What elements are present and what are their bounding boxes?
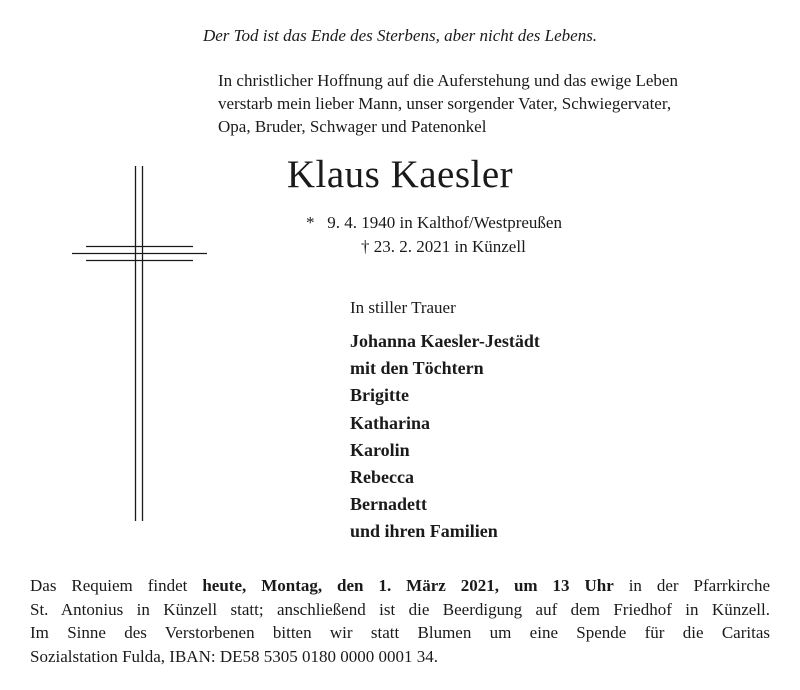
mourner: mit den Töchtern: [350, 358, 484, 379]
mourner: Katharina: [350, 412, 431, 433]
funeral-line: Sozialstation Fulda, IBAN: DE58 5305 0180 0000 0001 34.: [30, 646, 438, 666]
mourning-heading: In stiller Trauer: [350, 298, 456, 317]
deceased-name: Klaus Kaesler: [286, 153, 514, 196]
funeral-text: Das Requiem findet: [30, 576, 203, 595]
funeral-line: St. Antonius in Künzell statt; anschließend ist die Beerdigung auf dem Friedhof in Künzell.: [30, 599, 770, 619]
funeral-notice: [30, 574, 770, 668]
mourner: Rebecca: [350, 467, 414, 488]
funeral-line: [30, 574, 770, 598]
death-date: † 23. 2. 2021 in Künzell: [361, 237, 526, 256]
life-dates: [306, 211, 562, 259]
cross-icon: [72, 166, 207, 521]
mourner: Brigitte: [350, 385, 409, 406]
mourner: Bernadett: [350, 494, 427, 515]
funeral-date: heute, Montag, den 1. März 2021, um 13 Uhr: [202, 576, 614, 595]
funeral-line: Im Sinne des Verstorbenen bitten wir statt Blumen um eine Spende für die Caritas: [30, 623, 770, 642]
intro-line: verstarb mein lieber Mann, unser sorgender Vater, Schwiegervater,: [218, 94, 672, 113]
funeral-text: in der Pfarrkirche: [613, 576, 770, 595]
intro-line: In christlicher Hoffnung auf die Auferstehung und das ewige Leben: [218, 71, 678, 90]
birth-date: * 9. 4. 1940 in Kalthof/Westpreußen: [306, 213, 562, 232]
mourner: Johanna Kaesler-Jestädt: [350, 331, 540, 351]
mourners-list: [350, 328, 540, 546]
intro-line: Opa, Bruder, Schwager und Patenonkel: [218, 117, 487, 136]
mourner: und ihren Familien: [350, 521, 498, 542]
intro-text: [218, 69, 778, 138]
motto: Der Tod ist das Ende des Sterbens, aber nicht des Lebens.: [202, 26, 598, 45]
mourner: Karolin: [350, 439, 410, 460]
